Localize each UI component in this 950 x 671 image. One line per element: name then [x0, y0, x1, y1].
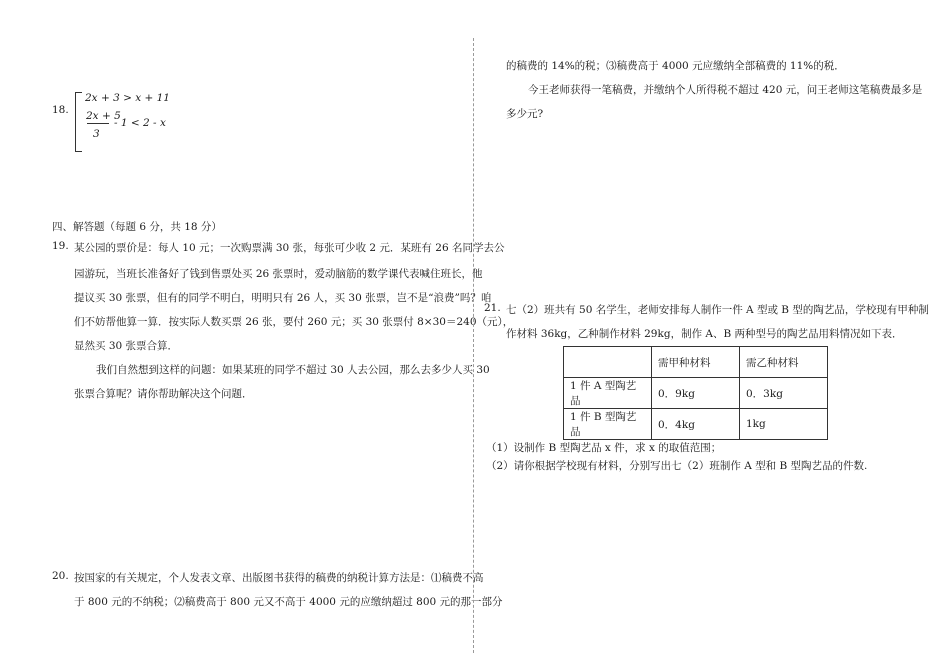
- q20-cont-line-3: 多少元?: [506, 108, 544, 120]
- fraction-denominator: 3: [93, 128, 100, 140]
- q20-cont-line-1: 的稿费的 14%的税；⑶稿费高于 4000 元应缴纳全部稿费的 11%的税．: [506, 60, 845, 72]
- system-brace: [75, 92, 82, 152]
- material-table: [563, 346, 828, 440]
- q20-line-2: 于 800 元的不纳税；⑵稿费高于 800 元又不高于 4000 元的应缴纳超过 800 元的那一部分: [74, 596, 503, 608]
- inequality-1: 2x + 3 > x + 11: [85, 92, 170, 104]
- table-cell: 0．4kg: [652, 409, 740, 440]
- inequality-2-rest: - 1 < 2 - x: [114, 117, 166, 129]
- q21-line-1: 七（2）班共有 50 名学生，老师安排每人制作一件 A 型或 B 型的陶艺品，学校现有甲种制: [506, 304, 929, 316]
- question-18-number: 18.: [52, 104, 69, 116]
- q19-line-3: 提议买 30 张票，但有的同学不明白，明明只有 26 人，买 30 张票，岂不是“浪费”吗？咱: [74, 292, 492, 304]
- q19-line-5: 显然买 30 张票合算．: [74, 340, 179, 352]
- table-cell: 1kg: [740, 409, 828, 440]
- table-cell: 0．9kg: [652, 378, 740, 409]
- q19-para2-line-1: 我们自然想到这样的问题：如果某班的同学不超过 30 人去公园，那么去多少人买 30: [96, 364, 490, 376]
- q19-para2-line-2: 张票合算呢？请你帮助解决这个问题．: [74, 388, 253, 400]
- question-19-number: 19.: [52, 240, 69, 252]
- table-cell: 需甲种材料: [652, 347, 740, 378]
- fraction-bar: [87, 123, 109, 124]
- table-row: [564, 378, 828, 409]
- q20-line-1: 按国家的有关规定，个人发表文章、出版图书获得的稿费的纳税计算方法是：⑴稿费不高: [74, 572, 484, 584]
- question-21-number: 21.: [484, 302, 501, 314]
- table-cell: 需乙种材料: [740, 347, 828, 378]
- question-20-number: 20.: [52, 570, 69, 582]
- table-row: [564, 409, 828, 440]
- table-header-row: [564, 347, 828, 378]
- q19-line-2: 园游玩，当班长准备好了钱到售票处买 26 张票时，爱动脑筋的数学课代表喊住班长，他: [74, 268, 483, 280]
- table-cell: 1 件 B 型陶艺品: [564, 409, 652, 440]
- section-4-title: 四、解答题（每题 6 分，共 18 分）: [52, 221, 222, 233]
- column-divider: [473, 38, 474, 653]
- q20-cont-line-2: 今王老师获得一笔稿费，并缴纳个人所得税不超过 420 元，问王老师这笔稿费最多是: [528, 84, 923, 96]
- q21-sub-1: （1）设制作 B 型陶艺品 x 件，求 x 的取值范围；: [486, 442, 722, 454]
- q21-line-2: 作材料 36kg，乙种制作材料 29kg，制作 A、B 两种型号的陶艺品用料情况如下表．: [506, 328, 903, 340]
- table-cell: [564, 347, 652, 378]
- table-cell: 0．3kg: [740, 378, 828, 409]
- table-cell: 1 件 A 型陶艺品: [564, 378, 652, 409]
- fraction-numerator: 2x + 5: [86, 110, 121, 122]
- q19-line-1: 某公园的票价是：每人 10 元；一次购票满 30 张，每张可少收 2 元．某班有 26 名同学去公: [74, 242, 505, 254]
- q19-line-4: 们不妨帮他算一算．按实际人数买票 26 张，要付 260 元；买 30 张票付 8×30＝240（元），: [74, 316, 514, 328]
- q21-sub-2: （2）请你根据学校现有材料，分别写出七（2）班制作 A 型和 B 型陶艺品的件数.: [486, 460, 868, 472]
